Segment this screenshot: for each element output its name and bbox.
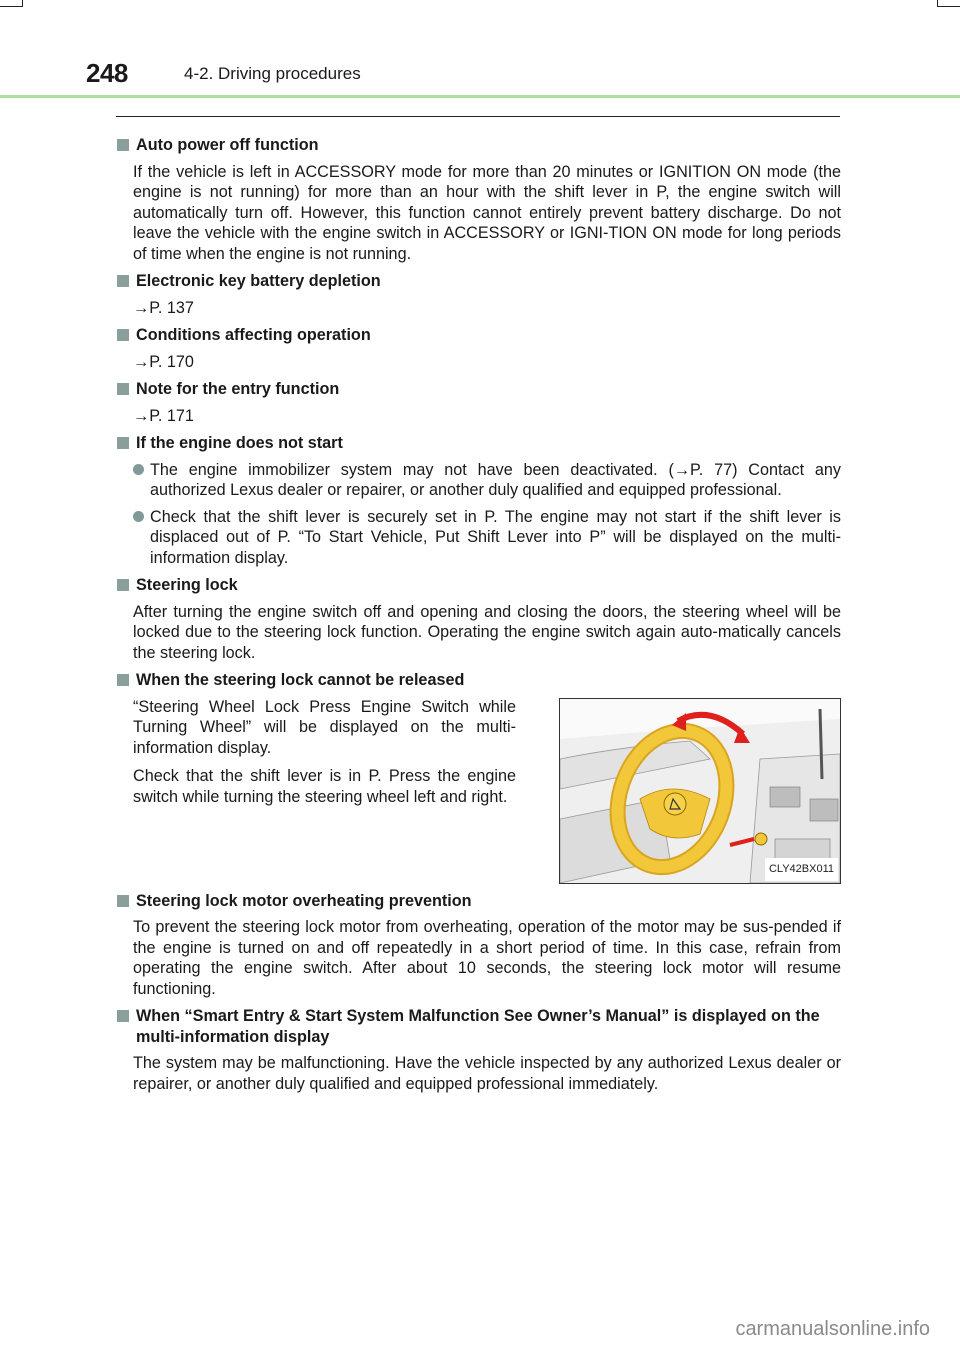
section-steering-lock [116,575,841,663]
page-reference-link[interactable]: →P. 171 [133,406,194,425]
section-key-battery [116,271,841,318]
square-bullet-icon [117,674,129,686]
steering-wheel-illustration [559,698,841,884]
section-body: The system may be malfunctioning. Have the vehicle inspected by any authorized Lexus dealer or repairer, or another duly qualified and equipped professional immediately. [133,1054,841,1093]
section-body: After turning the engine switch off and opening and closing the doors, the steering wheel will be locked due to the steering lock function. Operating the engine switch again auto-matically cancels the steering lock. [133,602,841,662]
header-rule [0,95,960,98]
section-conditions [116,325,841,372]
section-heading: Electronic key battery depletion [116,271,841,292]
square-bullet-icon [117,437,129,449]
list-item: Check that the shift lever is securely set in P. The engine may not start if the shift lever is displaced out of P. “To Start Vehicle, Put Shift Lever into P” will be displayed on the multi-information display. [133,507,841,569]
watermark-link[interactable]: carmanualsonline.info [735,1318,930,1340]
section-heading: When the steering lock cannot be released [116,670,841,691]
circle-bullet-icon [133,464,144,475]
section-body: If the vehicle is left in ACCESSORY mode for more than 20 minutes or IGNITION ON mode (the engine is not running) for more than an hour with the shift lever in P, the engine switch will automatically turn off. However, this function cannot entirely prevent battery discharge. Do not leave the vehicle with the engine switch in ACCESSORY or IGNI-TION ON mode for long periods of time when the engine is not running. [133,162,841,263]
section-body: To prevent the steering lock motor from overheating, operation of the motor may be sus-pended if the engine is turned on and off repeatedly in a short period of time. In this case, refrain from operating the engine switch. After about 10 seconds, the steering lock motor will resume functioning. [133,918,841,998]
section-heading: Auto power off function [116,135,841,156]
section-heading: If the engine does not start [116,433,841,454]
figure-code: CLY42BX011 [765,858,838,881]
page-content [116,128,841,1094]
square-bullet-icon [117,1010,129,1022]
square-bullet-icon [117,329,129,341]
square-bullet-icon [117,579,129,591]
paragraph: Check that the shift lever is in P. Press the engine switch while turning the steering wheel left and right. [133,767,516,806]
crop-mark-top-left [0,0,23,7]
section-motor-overheating [116,891,841,1000]
square-bullet-icon [117,139,129,151]
page-reference-link[interactable]: →P. 170 [133,352,194,371]
section-steering-lock-release [116,670,841,884]
section-smart-entry-malfunction [116,1006,841,1094]
crop-mark-top-right [937,0,960,7]
page-reference-link[interactable]: →P. 137 [133,298,194,317]
section-heading: When “Smart Entry & Start System Malfunction See Owner’s Manual” is displayed on the multi-information display [116,1006,841,1047]
steering-wheel-drawing [560,699,840,883]
figure-text [133,697,516,884]
section-auto-power-off [116,135,841,264]
section-heading: Steering lock [116,575,841,596]
paragraph: “Steering Wheel Lock Press Engine Switch while Turning Wheel” will be displayed on the multi-information display. [133,697,516,757]
section-entry-function [116,379,841,426]
section-heading: Conditions affecting operation [116,325,841,346]
square-bullet-icon [117,383,129,395]
circle-bullet-icon [133,511,144,522]
content-top-rule [116,116,840,117]
square-bullet-icon [117,275,129,287]
list-item: The engine immobilizer system may not have been deactivated. (→P. 77) Contact any authorized Lexus dealer or repairer, or another duly qualified and equipped professional. [133,460,841,501]
figure-row [116,697,841,884]
square-bullet-icon [117,895,129,907]
section-engine-not-start [116,433,841,568]
page-number: 248 [86,58,128,88]
section-heading: Note for the entry function [116,379,841,400]
section-heading: Steering lock motor overheating prevention [116,891,841,912]
section-title: 4-2. Driving procedures [184,64,361,83]
